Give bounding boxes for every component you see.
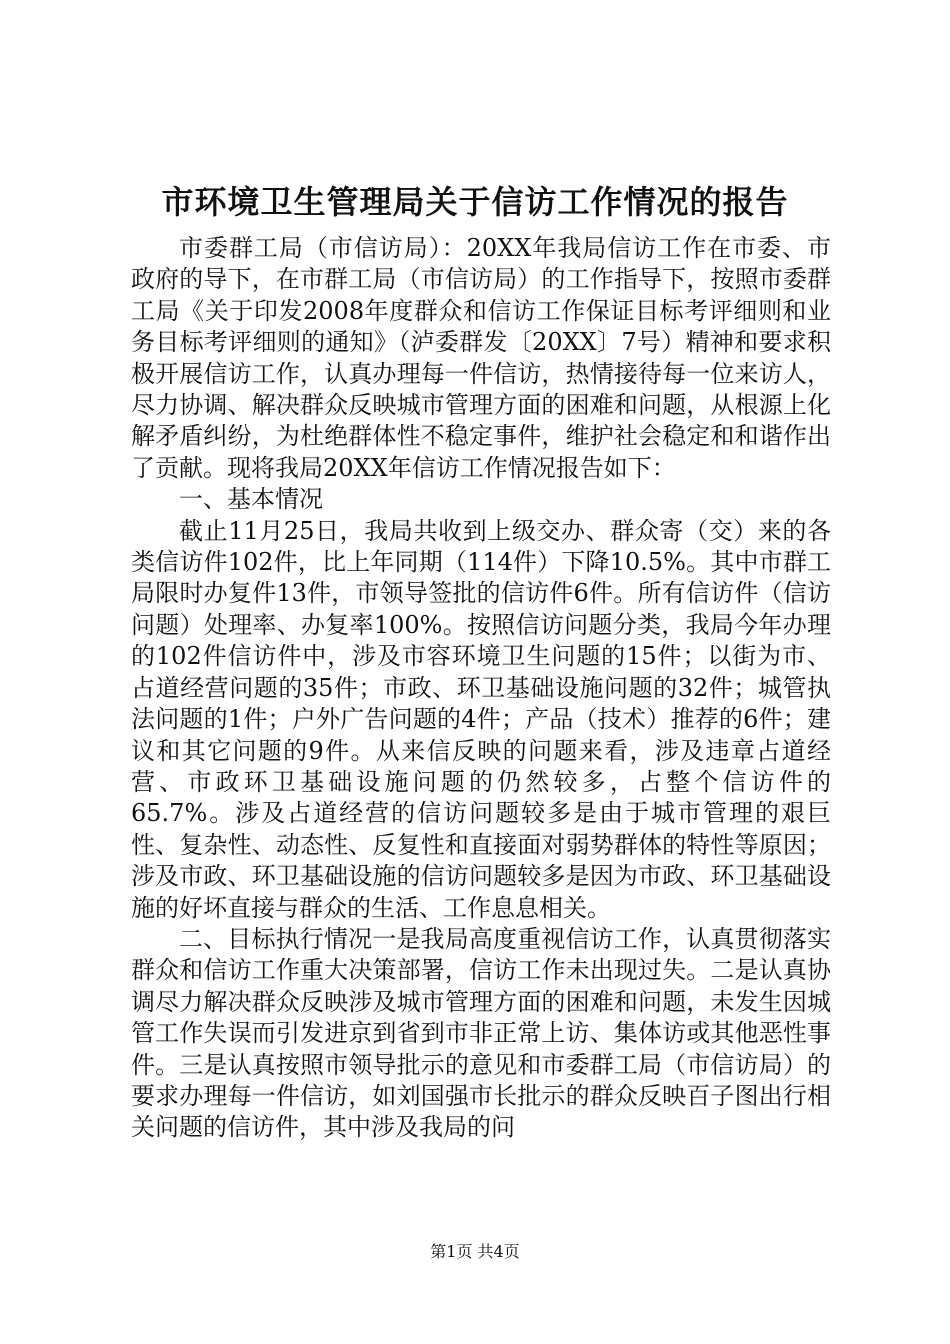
paragraph-basic-situation: 截止11月25日，我局共收到上级交办、群众寄（交）来的各类信访件102件，比上年同期（114件）下降10.5%。其中市群工局限时办复件13件，市领导签批的信访件6件。所有信访件（信访问题）处理率、办复率100%。按照信访问题分类，我局今年办理的102件信访件中，涉及市容环境卫生问题的15件；以街为市、占道经营问题的35件；市政、环卫基础设施问题的32件；城管执法问题的1件；户外广告问题的4件；产品（技术）推荐的6件；建议和其它问题的9件。从来信反映的问题来看，涉及违章占道经营、市政环卫基础设施问题的仍然较多，占整个信访件的65.7%。涉及占道经营的信访问题较多是由于城市管理的艰巨性、复杂性、动态性、反复性和直接面对弱势群体的特性等原因；涉及市政、环卫基础设施的信访问题较多是因为市政、环卫基础设施的好坏直接与群众的生活、工作息息相关。 bbox=[131, 516, 831, 922]
paragraph-goal-execution: 二、目标执行情况一是我局高度重视信访工作，认真贯彻落实群众和信访工作重大决策部署，信访工作未出现过失。二是认真协调尽力解决群众反映涉及城市管理方面的困难和问题，未发生因城管工作失误而引发进京到省到市非正常上访、集体访或其他恶性事件。三是认真按照市领导批示的意见和市委群工局（市信访局）的要求办理每一件信访，如刘国强市长批示的群众反映百子图出行相关问题的信访件，其中涉及我局的问 bbox=[131, 924, 831, 1142]
document-body bbox=[131, 233, 831, 1144]
page-footer: 第1页 共4页 bbox=[430, 1242, 520, 1261]
section-heading-basic-situation: 一、基本情况 bbox=[179, 485, 323, 514]
document-title: 市环境卫生管理局关于信访工作情况的报告 bbox=[161, 183, 789, 221]
paragraph-salutation: 市委群工局（市信访局）：20XX年我局信访工作在市委、市政府的导下，在市群工局（市信访局）的工作指导下，按照市委群工局《关于印发2008年度群众和信访工作保证目标考评细则和业务目标考评细则的通知》（泸委群发〔20XX〕7号）精神和要求积极开展信访工作，认真办理每一件信访，热情接待每一位来访人，尽力协调、解决群众反映城市管理方面的困难和问题，从根源上化解矛盾纠纷，为杜绝群体性不稳定事件，维护社会稳定和和谐作出了贡献。现将我局20XX年信访工作情况报告如下： bbox=[131, 234, 831, 482]
